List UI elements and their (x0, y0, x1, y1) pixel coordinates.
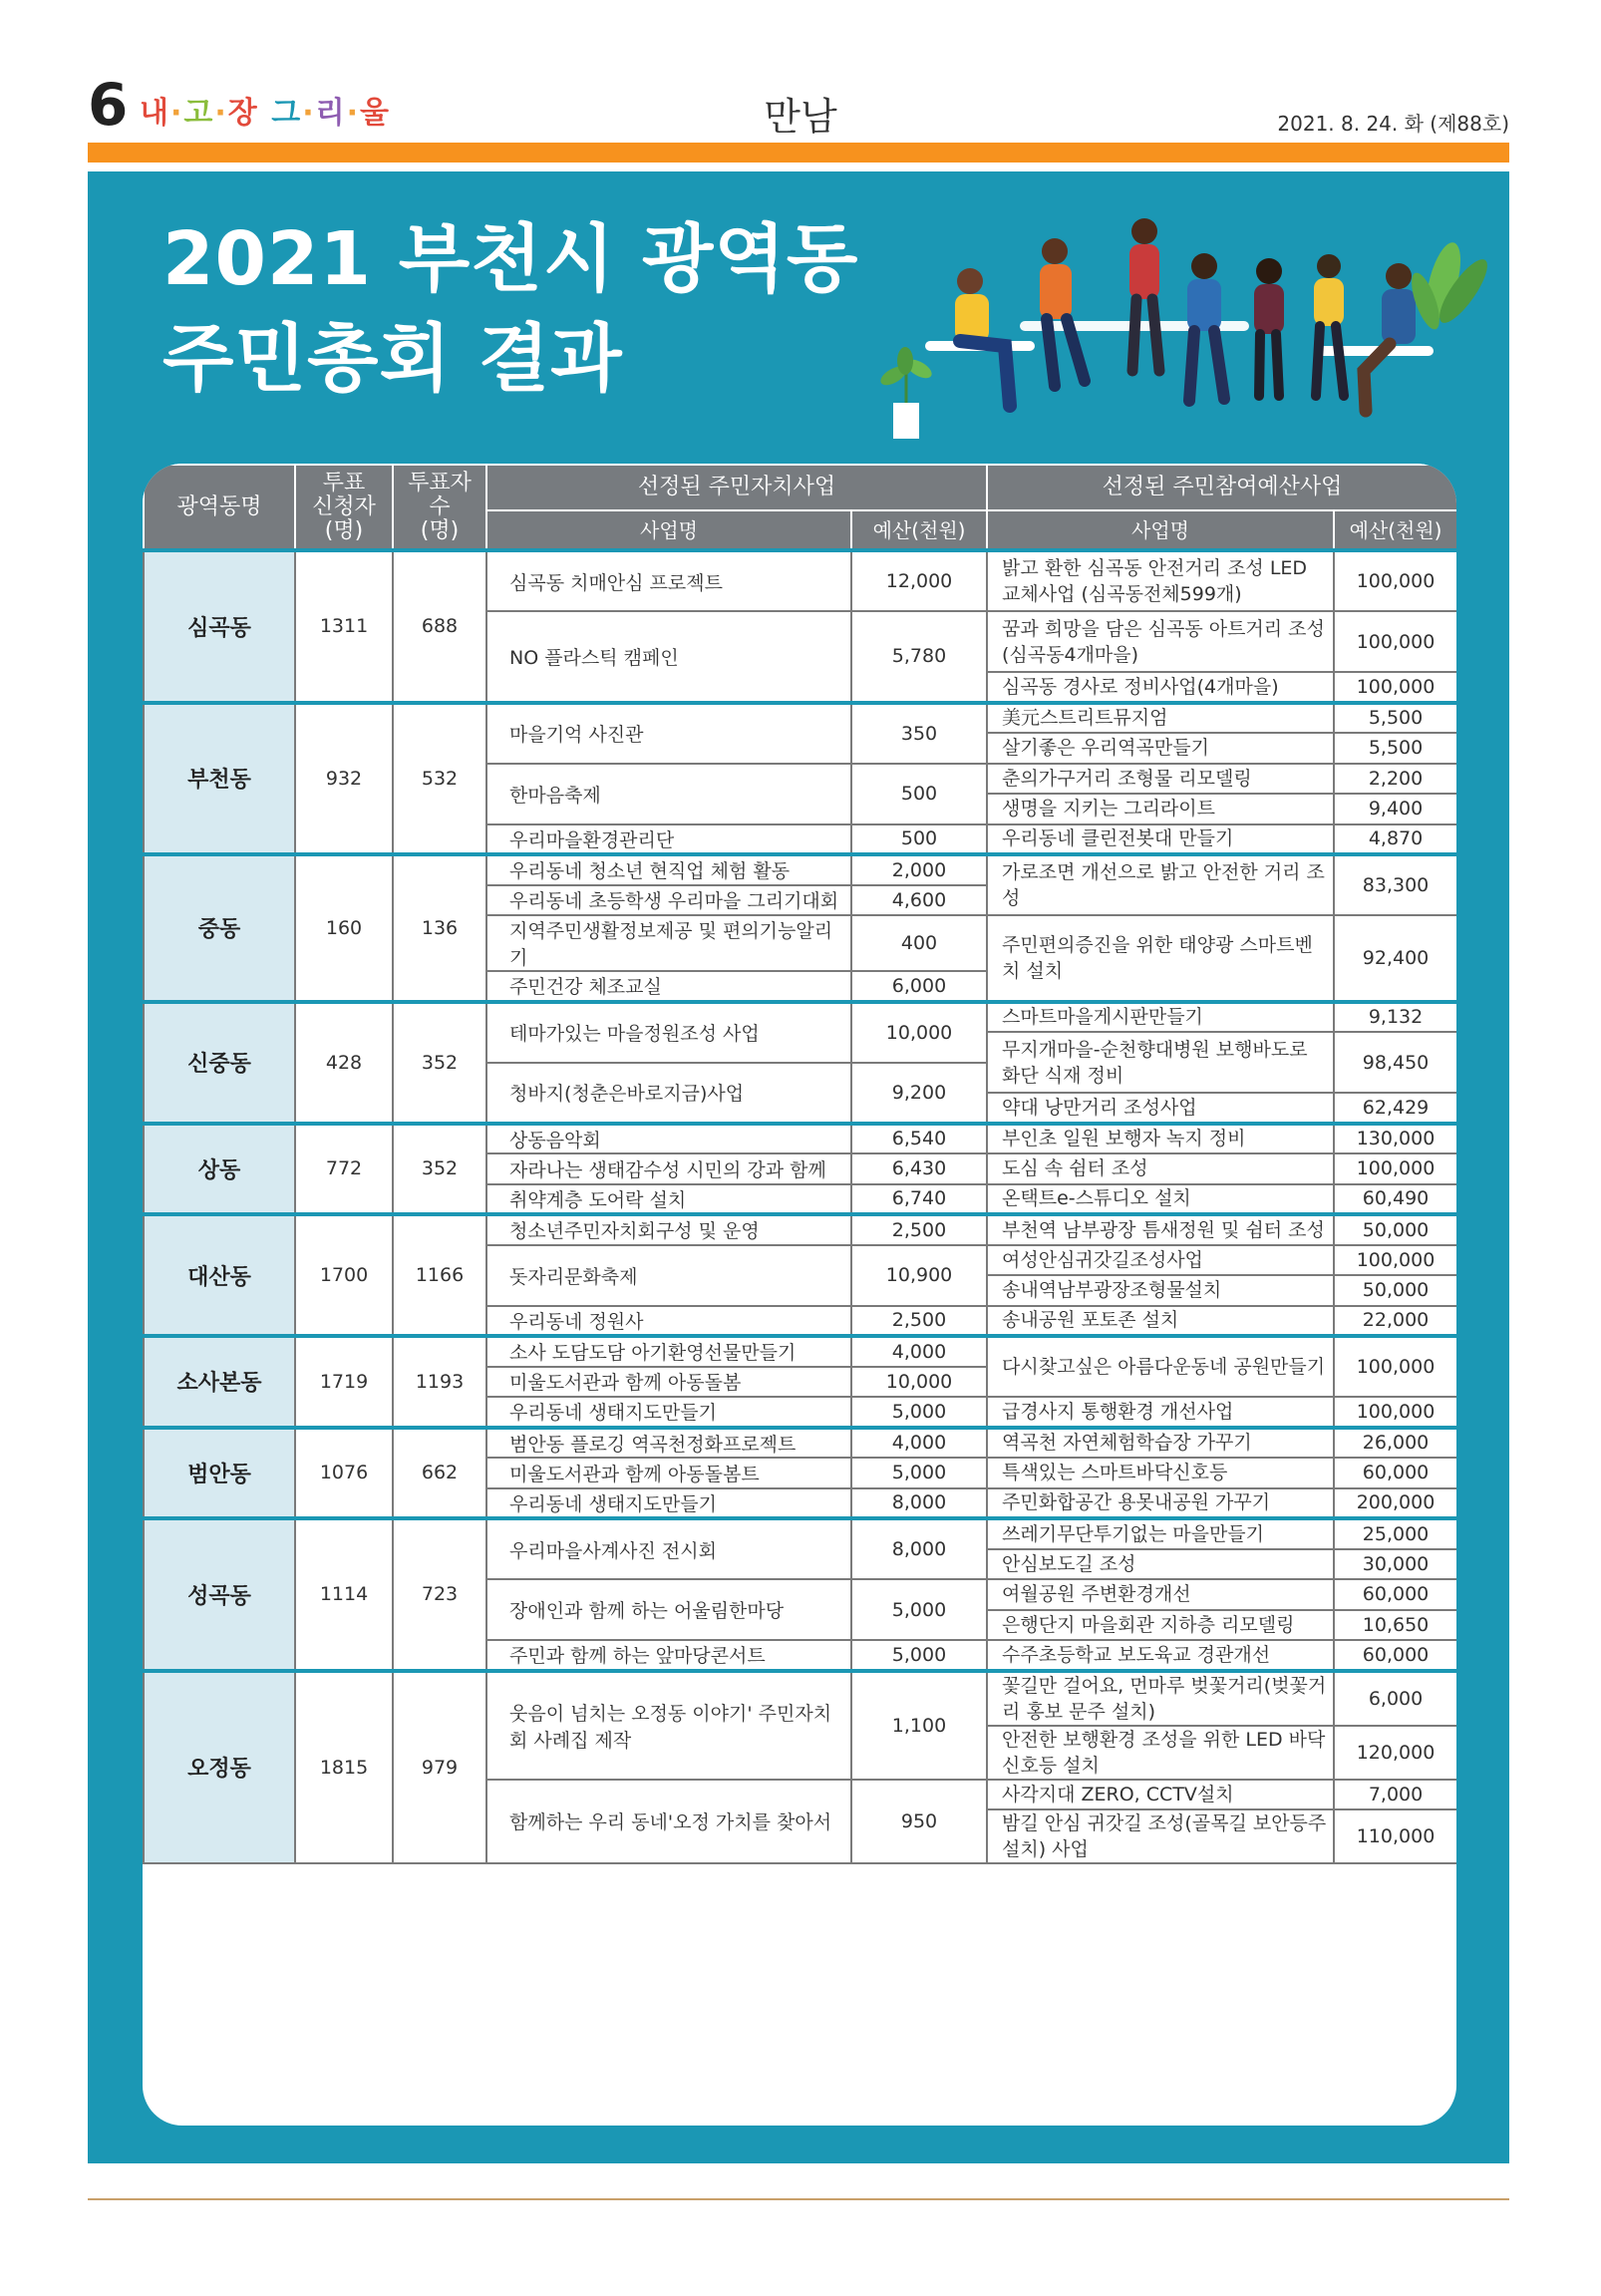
voters-count: 532 (393, 703, 486, 855)
voters-count: 136 (393, 854, 486, 1002)
budget-part-budget: 5,500 (1334, 703, 1456, 734)
self-gov-budget: 1,100 (851, 1671, 987, 1780)
budget-part-project: 꽃길만 걸어요, 먼마루 벚꽃거리(벚꽃거리 홍보 문주 설치) (987, 1671, 1334, 1726)
budget-part-project: 우리동네 클린전봇대 만들기 (987, 824, 1334, 855)
voters-count: 352 (393, 1002, 486, 1124)
budget-part-budget: 50,000 (1334, 1214, 1456, 1245)
header-budget-part: 선정된 주민참여예산사업 (987, 465, 1456, 510)
table-row (144, 1124, 1456, 1154)
voters-count: 662 (393, 1428, 486, 1519)
table-row (144, 1518, 1456, 1549)
table-row (144, 1428, 1456, 1459)
page-number: 6 (88, 71, 129, 139)
self-gov-budget: 9,200 (851, 1063, 987, 1124)
budget-part-project: 여월공원 주변환경개선 (987, 1579, 1334, 1610)
table-row (144, 1336, 1456, 1367)
table-row (144, 550, 1456, 581)
budget-part-budget: 110,000 (1334, 1809, 1456, 1863)
budget-part-budget: 100,000 (1334, 1397, 1456, 1428)
budget-part-budget: 22,000 (1334, 1306, 1456, 1337)
self-gov-budget: 2,000 (851, 854, 987, 885)
budget-part-budget: 62,429 (1334, 1093, 1456, 1124)
plant-right-icon (1406, 239, 1493, 333)
header-applicants: 투표 신청자 (명) (295, 465, 393, 550)
budget-part-project: 춘의가구거리 조형물 리모델링 (987, 764, 1334, 795)
issue-date: 2021. 8. 24. 화 (제88호) (1277, 112, 1509, 136)
budget-part-project: 밤길 안심 귀갓길 조성(골목길 보안등주 설치) 사업 (987, 1809, 1334, 1863)
voters-count: 1193 (393, 1336, 486, 1428)
budget-part-project: 美元스트리트뮤지엄 (987, 703, 1334, 734)
plant-left-icon (877, 347, 934, 439)
budget-part-project: 급경사지 통행환경 개선사업 (987, 1397, 1334, 1428)
self-gov-budget: 500 (851, 764, 987, 824)
self-gov-project: 웃음이 넘치는 오정동 이야기' 주민자치회 사례집 제작 (486, 1671, 851, 1780)
applicants-count: 428 (295, 1002, 393, 1124)
results-table-container (143, 464, 1456, 2126)
budget-part-budget: 120,000 (1334, 1726, 1456, 1780)
table-row (144, 854, 1456, 885)
applicants-count: 932 (295, 703, 393, 855)
voters-count: 723 (393, 1518, 486, 1671)
self-gov-project: 주민과 함께 하는 앞마당콘서트 (486, 1640, 851, 1671)
budget-part-project: 꿈과 희망을 담은 심곡동 아트거리 조성 (심곡동4개마을) (987, 611, 1334, 672)
header-project-name: 사업명 (486, 510, 851, 550)
applicants-count: 1719 (295, 1336, 393, 1428)
self-gov-budget: 6,740 (851, 1184, 987, 1215)
self-gov-project: 청소년주민자치회구성 및 운영 (486, 1214, 851, 1245)
self-gov-budget: 10,000 (851, 1002, 987, 1063)
budget-part-project: 안전한 보행환경 조성을 위한 LED 바닥 신호등 설치 (987, 1726, 1334, 1780)
region-name: 중동 (144, 854, 295, 1002)
self-gov-project: 우리동네 생태지도만들기 (486, 1488, 851, 1519)
voters-count: 352 (393, 1124, 486, 1215)
self-gov-project: 우리동네 초등학생 우리마을 그리기대회 (486, 885, 851, 916)
header-budget: 예산(천원) (851, 510, 987, 550)
self-gov-budget: 12,000 (851, 550, 987, 611)
self-gov-budget: 5,780 (851, 611, 987, 703)
budget-part-project: 도심 속 쉼터 조성 (987, 1153, 1334, 1184)
voters-count: 1166 (393, 1214, 486, 1336)
table-row (144, 703, 1456, 734)
person-2-icon (1040, 238, 1085, 386)
header-self-gov: 선정된 주민자치사업 (486, 465, 987, 510)
self-gov-project: 우리동네 정원사 (486, 1306, 851, 1337)
person-5-icon (1254, 258, 1284, 396)
budget-part-budget: 100,000 (1334, 1245, 1456, 1276)
section-title: 만남 (764, 95, 837, 139)
budget-part-budget: 30,000 (1334, 1549, 1456, 1580)
self-gov-budget: 10,000 (851, 1367, 987, 1398)
applicants-count: 1114 (295, 1518, 393, 1671)
person-7-icon (1364, 263, 1416, 411)
header-rule (88, 143, 1509, 163)
budget-part-budget: 5,500 (1334, 733, 1456, 764)
budget-part-budget: 100,000 (1334, 1153, 1456, 1184)
self-gov-budget: 2,500 (851, 1306, 987, 1337)
budget-part-project: 여성안심귀갓길조성사업 (987, 1245, 1334, 1276)
budget-part-budget: 100,000 (1334, 611, 1456, 672)
applicants-count: 772 (295, 1124, 393, 1215)
budget-part-budget: 4,870 (1334, 824, 1456, 855)
region-name: 신중동 (144, 1002, 295, 1124)
title-line-2: 주민총회 결과 (162, 316, 623, 402)
budget-part-budget: 60,000 (1334, 1458, 1456, 1488)
budget-part-budget: 25,000 (1334, 1518, 1456, 1549)
budget-part-budget: 26,000 (1334, 1428, 1456, 1459)
self-gov-budget: 4,000 (851, 1336, 987, 1367)
page-title (162, 209, 858, 409)
budget-part-budget: 60,490 (1334, 1184, 1456, 1215)
self-gov-project: 청바지(청춘은바로지금)사업 (486, 1063, 851, 1124)
self-gov-project: 범안동 플로깅 역곡천정화프로젝트 (486, 1428, 851, 1459)
budget-part-budget: 92,400 (1334, 915, 1456, 1002)
applicants-count: 1700 (295, 1214, 393, 1336)
self-gov-budget: 4,600 (851, 885, 987, 916)
budget-part-budget: 9,400 (1334, 794, 1456, 824)
budget-part-budget: 200,000 (1334, 1488, 1456, 1519)
self-gov-project: 우리동네 생태지도만들기 (486, 1397, 851, 1428)
budget-part-project: 주민화합공간 용못내공원 가꾸기 (987, 1488, 1334, 1519)
self-gov-budget: 350 (851, 703, 987, 764)
region-name: 오정동 (144, 1671, 295, 1864)
self-gov-budget: 950 (851, 1780, 987, 1864)
budget-part-budget: 98,450 (1334, 1032, 1456, 1093)
budget-part-project: 심곡동 경사로 정비사업(4개마을) (987, 672, 1334, 703)
budget-part-project: 수주초등학교 보도육교 경관개선 (987, 1640, 1334, 1671)
self-gov-budget: 4,000 (851, 1428, 987, 1459)
self-gov-budget: 2,500 (851, 1214, 987, 1245)
self-gov-budget: 10,900 (851, 1245, 987, 1306)
self-gov-project: 미울도서관과 함께 아동돌봄트 (486, 1458, 851, 1488)
region-name: 상동 (144, 1124, 295, 1215)
self-gov-budget: 5,000 (851, 1640, 987, 1671)
region-name: 대산동 (144, 1214, 295, 1336)
applicants-count: 1311 (295, 550, 393, 703)
header-voters: 투표자수 (명) (393, 465, 486, 550)
person-1-icon (955, 268, 1010, 406)
budget-part-budget: 7,000 (1334, 1780, 1456, 1810)
voters-count: 979 (393, 1671, 486, 1864)
self-gov-project: 심곡동 치매안심 프로젝트 (486, 550, 851, 611)
budget-part-project: 온택트e-스튜디오 설치 (987, 1184, 1334, 1215)
newspaper-logo: 내·고·장 그·리·울 (140, 96, 391, 131)
budget-part-project: 무지개마을-순천향대병원 보행바도로 화단 식재 정비 (987, 1032, 1334, 1093)
self-gov-project: 지역주민생활정보제공 및 편의기능알리기 (486, 915, 851, 971)
person-4-icon (1187, 253, 1224, 401)
budget-part-budget: 9,132 (1334, 1002, 1456, 1033)
voters-count: 688 (393, 550, 486, 703)
self-gov-project: 테마가있는 마을정원조성 사업 (486, 1002, 851, 1063)
budget-part-project: 약대 낭만거리 조성사업 (987, 1093, 1334, 1124)
budget-part-budget: 100,000 (1334, 672, 1456, 703)
person-3-icon (1129, 218, 1159, 371)
budget-part-project: 안심보도길 조성 (987, 1549, 1334, 1580)
header-project-name-2: 사업명 (987, 510, 1334, 550)
self-gov-project: 소사 도담도담 아기환영선물만들기 (486, 1336, 851, 1367)
budget-part-budget: 60,000 (1334, 1579, 1456, 1610)
applicants-count: 160 (295, 854, 393, 1002)
table-row (144, 1002, 1456, 1033)
results-table (143, 464, 1456, 1864)
self-gov-project: 상동음악회 (486, 1124, 851, 1154)
self-gov-project: 돗자리문화축제 (486, 1245, 851, 1306)
budget-part-project: 역곡천 자연체험학습장 가꾸기 (987, 1428, 1334, 1459)
self-gov-budget: 400 (851, 915, 987, 971)
self-gov-project: 미울도서관과 함께 아동돌봄 (486, 1367, 851, 1398)
region-name: 부천동 (144, 703, 295, 855)
self-gov-project: 장애인과 함께 하는 어울림한마당 (486, 1579, 851, 1640)
budget-part-project: 부인초 일원 보행자 녹지 정비 (987, 1124, 1334, 1154)
self-gov-project: 함께하는 우리 동네'오정 가치를 찾아서 (486, 1780, 851, 1864)
table-row (144, 1214, 1456, 1245)
title-line-1: 2021 부천시 광역동 (162, 216, 859, 302)
budget-part-project: 송내공원 포토존 설치 (987, 1306, 1334, 1337)
header-region: 광역동명 (144, 465, 295, 550)
content-panel (88, 171, 1509, 2163)
table-row (144, 1671, 1456, 1726)
budget-part-budget: 100,000 (1334, 1336, 1456, 1397)
self-gov-budget: 500 (851, 824, 987, 855)
header-budget-2: 예산(천원) (1334, 510, 1456, 550)
budget-part-project: 부천역 남부광장 틈새정원 및 쉼터 조성 (987, 1214, 1334, 1245)
self-gov-budget: 8,000 (851, 1488, 987, 1519)
person-6-icon (1314, 254, 1344, 396)
region-name: 소사본동 (144, 1336, 295, 1428)
budget-part-budget: 10,650 (1334, 1610, 1456, 1641)
budget-part-project: 스마트마을게시판만들기 (987, 1002, 1334, 1033)
region-name: 심곡동 (144, 550, 295, 703)
applicants-count: 1076 (295, 1428, 393, 1519)
self-gov-budget: 8,000 (851, 1518, 987, 1579)
self-gov-project: 우리동네 청소년 현직업 체험 활동 (486, 854, 851, 885)
footer-rule (88, 2198, 1509, 2200)
budget-part-budget: 83,300 (1334, 854, 1456, 915)
self-gov-project: 우리마을환경관리단 (486, 824, 851, 855)
region-name: 범안동 (144, 1428, 295, 1519)
self-gov-project: NO 플라스틱 캠페인 (486, 611, 851, 703)
budget-part-project: 사각지대 ZERO, CCTV설치 (987, 1780, 1334, 1810)
self-gov-project: 주민건강 체조교실 (486, 971, 851, 1002)
self-gov-budget: 6,000 (851, 971, 987, 1002)
self-gov-project: 취약계층 도어락 설치 (486, 1184, 851, 1215)
budget-part-project: 은행단지 마을회관 지하층 리모델링 (987, 1610, 1334, 1641)
self-gov-budget: 5,000 (851, 1579, 987, 1640)
self-gov-project: 우리마을사계사진 전시회 (486, 1518, 851, 1579)
budget-part-budget: 2,200 (1334, 764, 1456, 795)
self-gov-project: 자라나는 생태감수성 시민의 강과 함께 (486, 1153, 851, 1184)
budget-part-project: 살기좋은 우리역곡만들기 (987, 733, 1334, 764)
budget-part-project: 밝고 환한 심곡동 안전거리 조성 LED 교체사업 (심곡동전체599개) (987, 550, 1334, 611)
self-gov-budget: 5,000 (851, 1458, 987, 1488)
budget-part-budget: 60,000 (1334, 1640, 1456, 1671)
budget-part-budget: 6,000 (1334, 1671, 1456, 1726)
budget-part-project: 특색있는 스마트바닥신호등 (987, 1458, 1334, 1488)
budget-part-project: 쓰레기무단투기없는 마을만들기 (987, 1518, 1334, 1549)
applicants-count: 1815 (295, 1671, 393, 1864)
budget-part-project: 생명을 지키는 그리라이트 (987, 794, 1334, 824)
budget-part-project: 가로조면 개선으로 밝고 안전한 거리 조성 (987, 854, 1334, 915)
people-meeting-illustration (756, 171, 1493, 471)
budget-part-project: 다시찾고싶은 아름다운동네 공원만들기 (987, 1336, 1334, 1397)
budget-part-budget: 100,000 (1334, 550, 1456, 611)
self-gov-budget: 5,000 (851, 1397, 987, 1428)
self-gov-budget: 6,540 (851, 1124, 987, 1154)
region-name: 성곡동 (144, 1518, 295, 1671)
self-gov-project: 마을기억 사진관 (486, 703, 851, 764)
budget-part-project: 송내역남부광장조형물설치 (987, 1275, 1334, 1306)
self-gov-project: 한마음축제 (486, 764, 851, 824)
budget-part-budget: 130,000 (1334, 1124, 1456, 1154)
self-gov-budget: 6,430 (851, 1153, 987, 1184)
budget-part-project: 주민편의증진을 위한 태양광 스마트벤치 설치 (987, 915, 1334, 1002)
budget-part-budget: 50,000 (1334, 1275, 1456, 1306)
